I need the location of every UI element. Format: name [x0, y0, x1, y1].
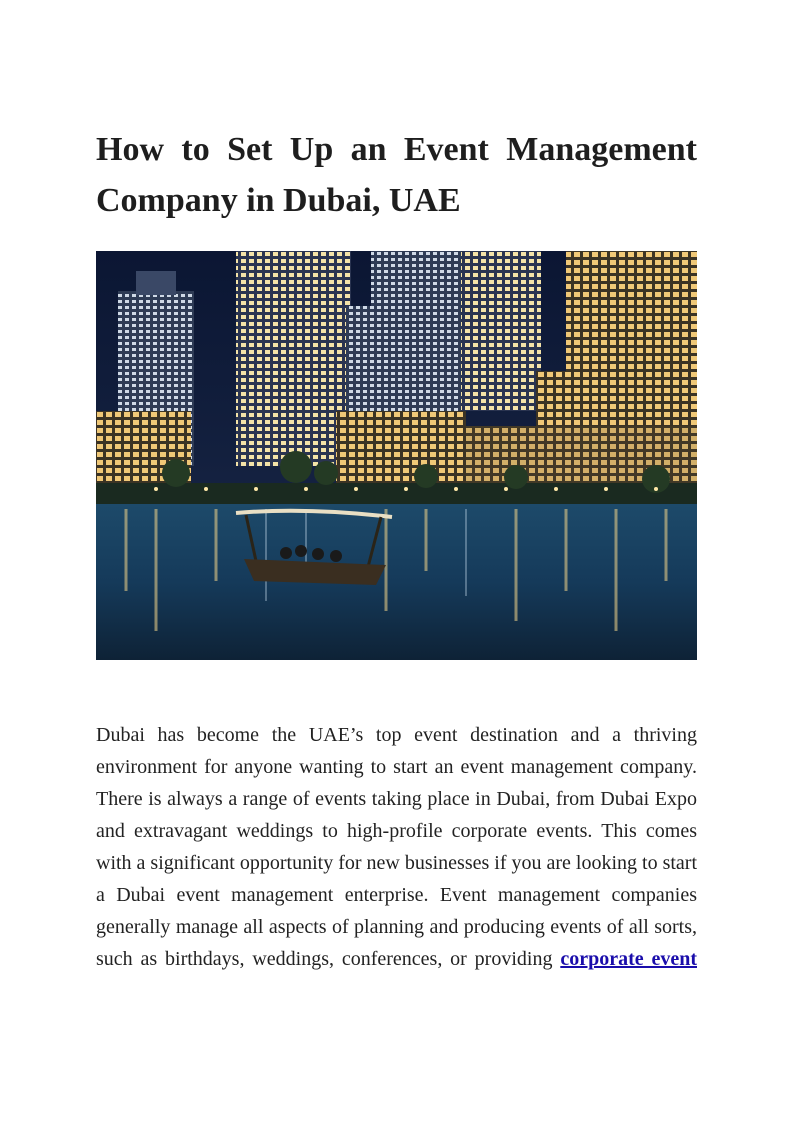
corporate-event-link[interactable]: corporate event: [560, 948, 697, 970]
intro-paragraph: [96, 719, 697, 975]
hero-image-dubai-night-skyline: [96, 251, 697, 660]
intro-text: Dubai has become the UAE’s top event destination and a thriving environment for anyone wanting to start an event management company. There is always a range of events taking place in Dubai, from Dubai Expo and extravagant weddings to high-profile corporate events. This comes with a significant opportunity for new businesses if you are looking to start a Dubai event management enterprise. Event management companies generally manage all aspects of planning and producing events of all sorts, such as birthdays, weddings, conferences, or providing: [96, 724, 698, 970]
page-title: How to Set Up an Event Management Company in Dubai, UAE: [96, 131, 697, 219]
